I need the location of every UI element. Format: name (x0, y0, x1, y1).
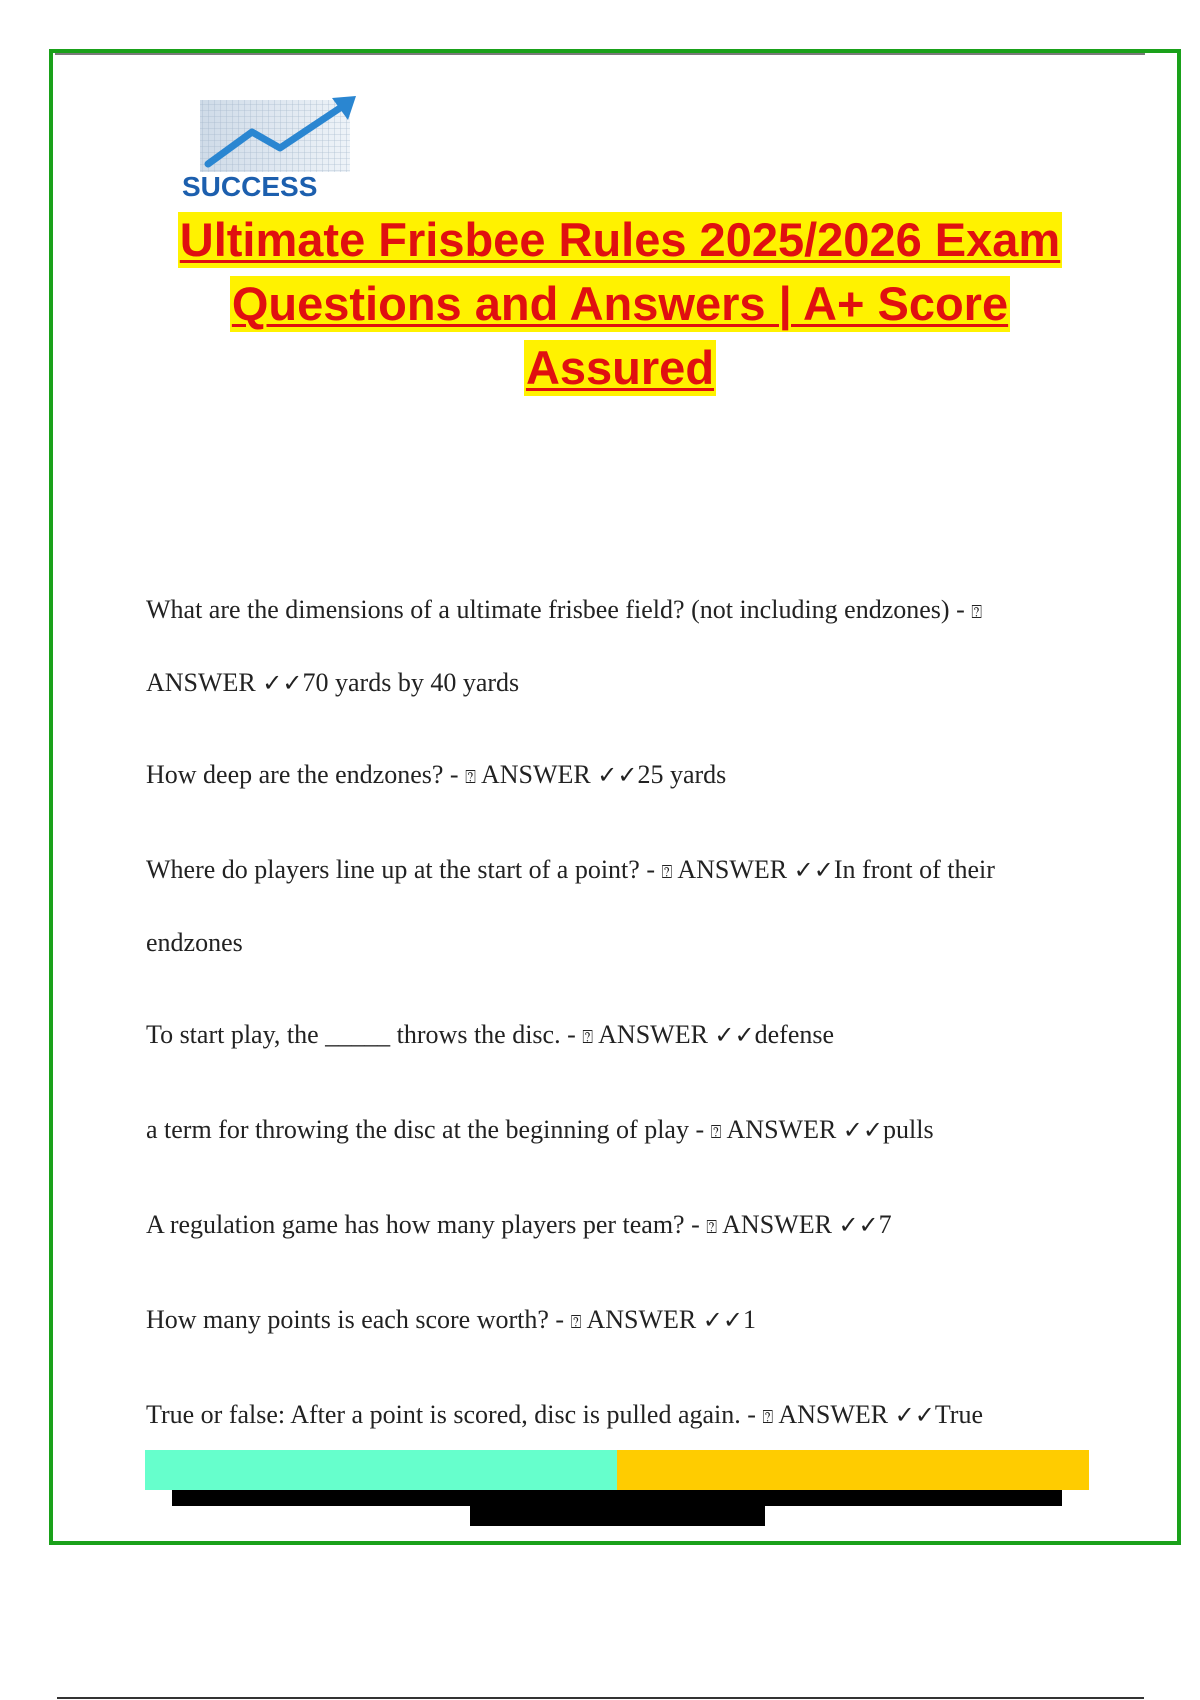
answer-text: True (934, 1400, 983, 1429)
answer-text: 25 yards (637, 760, 727, 789)
answer-label: ANSWER (778, 1400, 895, 1429)
growth-arrow-chart-icon (172, 92, 372, 204)
double-check-icon: ✓✓ (793, 856, 834, 884)
double-check-icon: ✓✓ (702, 1306, 743, 1334)
box-icon: ⍰ (582, 1027, 594, 1048)
question-text: How deep are the endzones? - (146, 760, 466, 789)
double-check-icon: ✓✓ (597, 761, 638, 789)
double-check-icon: ✓✓ (262, 669, 303, 697)
answer-text: 70 yards by 40 yards (302, 668, 520, 697)
answer-label: ANSWER (598, 1020, 715, 1049)
answer-text: pulls (883, 1115, 934, 1144)
double-check-icon: ✓✓ (838, 1211, 879, 1239)
question-text: How many points is each score worth? - (146, 1305, 571, 1334)
qa-item (146, 835, 1096, 978)
question-text: a term for throwing the disc at the beginning of play - (146, 1115, 711, 1144)
footer-bar-black-narrow (470, 1506, 765, 1526)
qa-item (146, 1380, 1096, 1453)
answer-label: ANSWER (146, 668, 263, 697)
question-text: Where do players line up at the start of a point? - (146, 855, 662, 884)
qa-item (146, 1285, 1096, 1358)
qa-item (146, 1095, 1096, 1168)
answer-label: ANSWER (480, 760, 598, 789)
footer-bar-gold (617, 1450, 1089, 1490)
box-icon: ⍰ (710, 1122, 722, 1143)
box-icon: ⍰ (570, 1312, 582, 1333)
title-line-3: Assured (525, 341, 715, 394)
box-icon: ⍰ (465, 767, 476, 788)
answer-text: In front of their endzones (146, 855, 995, 957)
answer-text: 1 (742, 1305, 756, 1334)
qa-item (146, 1190, 1096, 1263)
logo-text: SUCCESS (182, 171, 318, 202)
box-icon: ⍰ (762, 1407, 774, 1428)
question-text: A regulation game has how many players per team? - (146, 1210, 707, 1239)
box-icon: ⍰ (971, 602, 983, 623)
box-icon: ⍰ (661, 862, 673, 883)
qa-list (146, 575, 1096, 1475)
question-text: True or false: After a point is scored, disc is pulled again. - (146, 1400, 763, 1429)
qa-item (146, 575, 1096, 718)
answer-label: ANSWER (677, 855, 794, 884)
frame-top-line (55, 53, 1145, 55)
title-line-1: Ultimate Frisbee Rules 2025/2026 Exam (179, 213, 1061, 266)
page-title (140, 212, 1100, 404)
question-text: To start play, the _____ throws the disc. - (146, 1020, 583, 1049)
double-check-icon: ✓✓ (842, 1116, 884, 1144)
double-check-icon: ✓✓ (714, 1021, 755, 1049)
answer-label: ANSWER (726, 1115, 843, 1144)
answer-label: ANSWER (722, 1210, 839, 1239)
success-logo (172, 92, 372, 204)
answer-label: ANSWER (586, 1305, 703, 1334)
double-check-icon: ✓✓ (894, 1401, 935, 1429)
qa-item (146, 1000, 1096, 1073)
box-icon: ⍰ (706, 1217, 718, 1238)
footer-bar-black-wide (172, 1490, 1062, 1506)
answer-text: defense (754, 1020, 835, 1049)
question-text: What are the dimensions of a ultimate frisbee field? (not including endzones) - (146, 595, 972, 624)
bottom-rule (57, 1697, 1144, 1699)
title-line-2: Questions and Answers | A+ Score (231, 277, 1009, 330)
answer-text: 7 (878, 1210, 892, 1239)
footer-bar-teal (145, 1450, 617, 1490)
qa-item (146, 740, 1096, 813)
